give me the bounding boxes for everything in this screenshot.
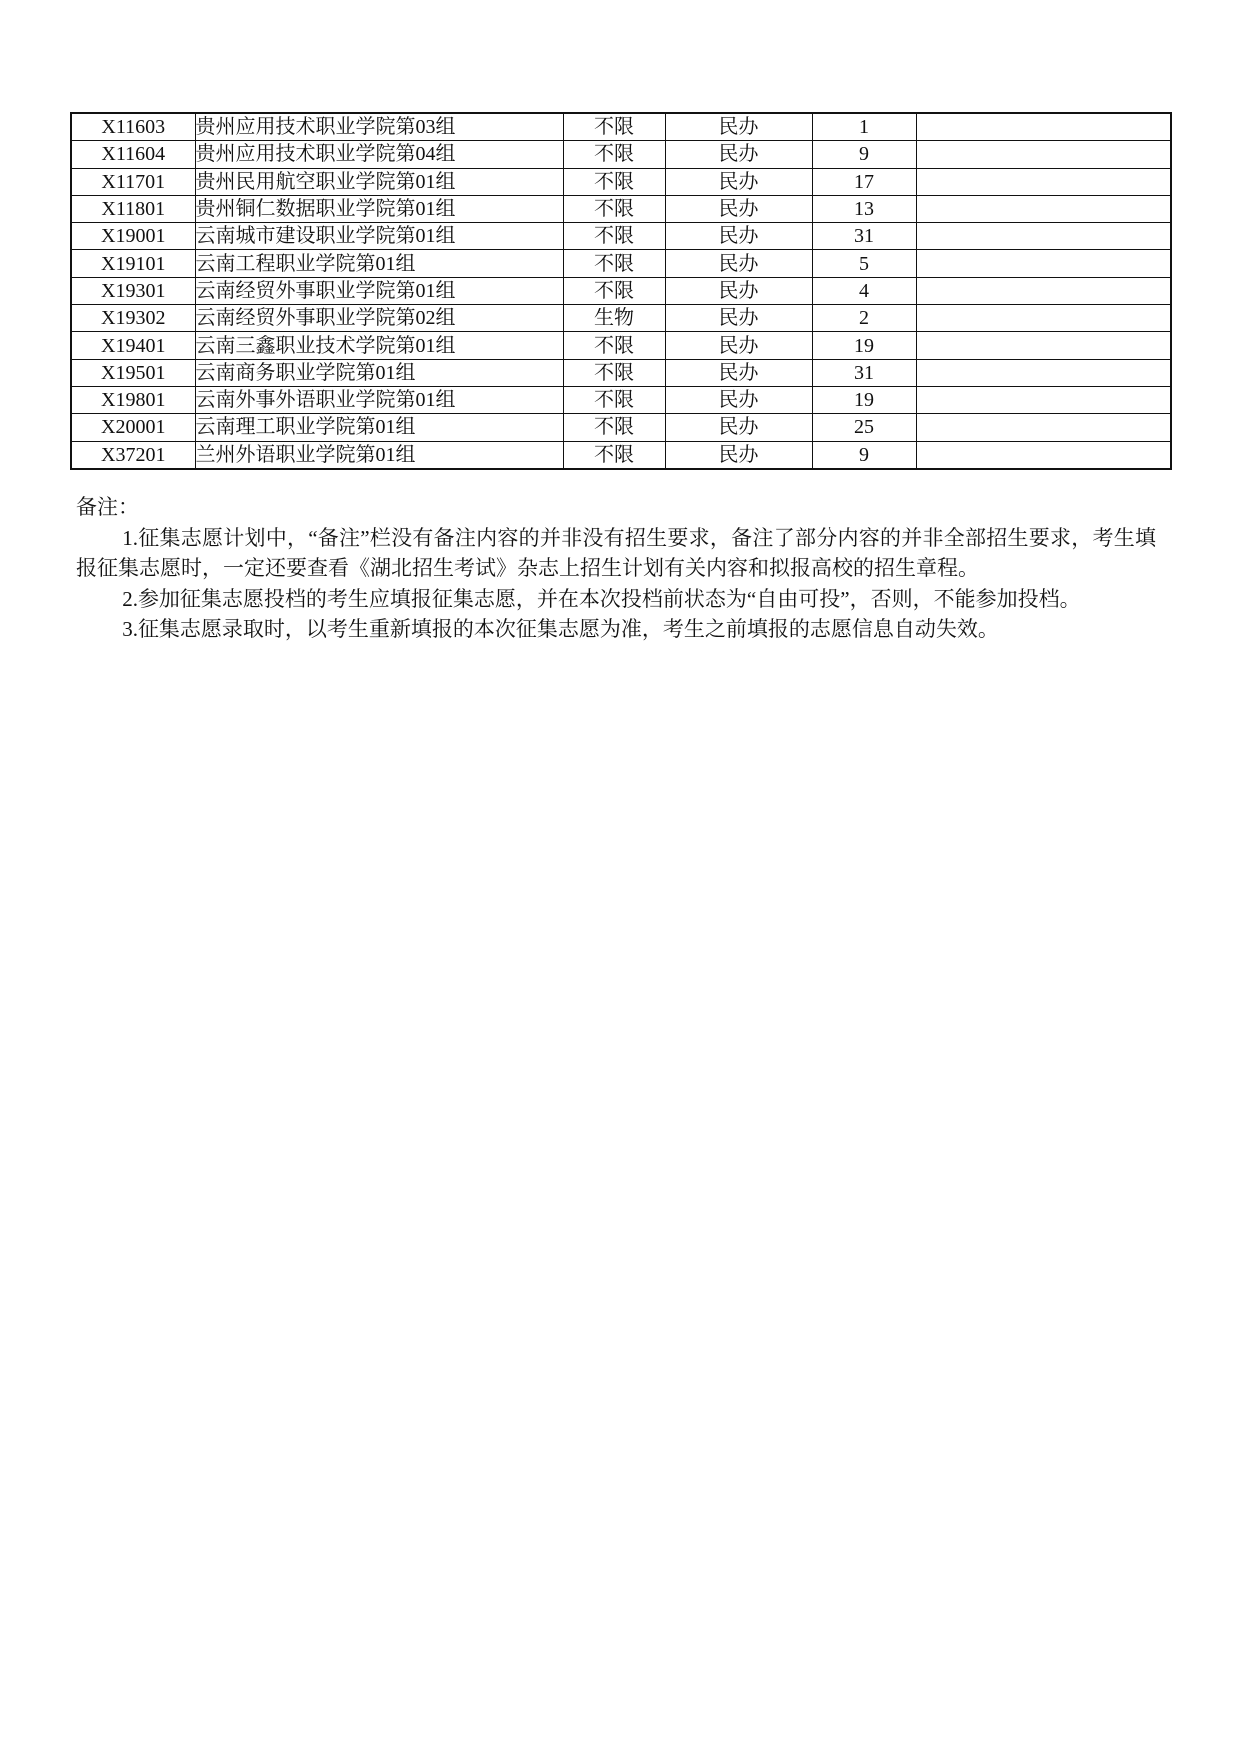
subject-requirement-cell: 不限 <box>563 386 665 413</box>
table-row <box>71 223 1171 250</box>
subject-requirement-cell: 不限 <box>563 441 665 469</box>
remark-cell <box>916 223 1171 250</box>
school-type-cell: 民办 <box>665 386 812 413</box>
school-type-cell: 民办 <box>665 441 812 469</box>
plan-count-cell: 4 <box>812 277 916 304</box>
enrollment-plan-table <box>70 112 1172 470</box>
school-group-name-cell: 云南外事外语职业学院第01组 <box>195 386 563 413</box>
school-type-cell: 民办 <box>665 359 812 386</box>
school-group-name-cell: 兰州外语职业学院第01组 <box>195 441 563 469</box>
plan-count-cell: 2 <box>812 305 916 332</box>
table-row <box>71 250 1171 277</box>
remark-cell <box>916 277 1171 304</box>
subject-requirement-cell: 不限 <box>563 277 665 304</box>
group-code-cell: X11604 <box>71 141 195 168</box>
table-row <box>71 195 1171 222</box>
group-code-cell: X20001 <box>71 414 195 441</box>
school-type-cell: 民办 <box>665 223 812 250</box>
subject-requirement-cell: 不限 <box>563 332 665 359</box>
table-row <box>71 141 1171 168</box>
group-code-cell: X11603 <box>71 113 195 141</box>
group-code-cell: X37201 <box>71 441 195 469</box>
subject-requirement-cell: 不限 <box>563 359 665 386</box>
plan-count-cell: 25 <box>812 414 916 441</box>
group-code-cell: X19301 <box>71 277 195 304</box>
group-code-cell: X19801 <box>71 386 195 413</box>
school-group-name-cell: 云南商务职业学院第01组 <box>195 359 563 386</box>
school-group-name-cell: 贵州应用技术职业学院第04组 <box>195 141 563 168</box>
group-code-cell: X19001 <box>71 223 195 250</box>
subject-requirement-cell: 不限 <box>563 414 665 441</box>
school-type-cell: 民办 <box>665 168 812 195</box>
plan-count-cell: 9 <box>812 441 916 469</box>
table-row <box>71 414 1171 441</box>
remark-cell <box>916 113 1171 141</box>
remark-cell <box>916 250 1171 277</box>
group-code-cell: X19101 <box>71 250 195 277</box>
subject-requirement-cell: 生物 <box>563 305 665 332</box>
group-code-cell: X11801 <box>71 195 195 222</box>
remark-cell <box>916 168 1171 195</box>
school-type-cell: 民办 <box>665 195 812 222</box>
subject-requirement-cell: 不限 <box>563 195 665 222</box>
table-row <box>71 441 1171 469</box>
plan-count-cell: 31 <box>812 223 916 250</box>
enrollment-plan-table-wrapper <box>70 112 1170 470</box>
school-group-name-cell: 云南城市建设职业学院第01组 <box>195 223 563 250</box>
group-code-cell: X19302 <box>71 305 195 332</box>
subject-requirement-cell: 不限 <box>563 113 665 141</box>
plan-count-cell: 17 <box>812 168 916 195</box>
school-group-name-cell: 贵州铜仁数据职业学院第01组 <box>195 195 563 222</box>
school-type-cell: 民办 <box>665 305 812 332</box>
subject-requirement-cell: 不限 <box>563 168 665 195</box>
school-group-name-cell: 贵州民用航空职业学院第01组 <box>195 168 563 195</box>
school-group-name-cell: 云南三鑫职业技术学院第01组 <box>195 332 563 359</box>
school-group-name-cell: 云南理工职业学院第01组 <box>195 414 563 441</box>
school-type-cell: 民办 <box>665 250 812 277</box>
subject-requirement-cell: 不限 <box>563 141 665 168</box>
school-type-cell: 民办 <box>665 277 812 304</box>
note-item-2: 2.参加征集志愿投档的考生应填报征集志愿，并在本次投档前状态为“自由可投”，否则，不能参加投档。 <box>122 586 1081 611</box>
group-code-cell: X11701 <box>71 168 195 195</box>
school-group-name-cell: 贵州应用技术职业学院第03组 <box>195 113 563 141</box>
remark-cell <box>916 441 1171 469</box>
remark-cell <box>916 305 1171 332</box>
school-type-cell: 民办 <box>665 113 812 141</box>
school-type-cell: 民办 <box>665 332 812 359</box>
remark-cell <box>916 359 1171 386</box>
remark-cell <box>916 141 1171 168</box>
plan-count-cell: 19 <box>812 386 916 413</box>
note-item-3: 3.征集志愿录取时，以考生重新填报的本次征集志愿为准，考生之前填报的志愿信息自动失效。 <box>122 617 999 642</box>
notes-section <box>76 492 1156 645</box>
table-row <box>71 277 1171 304</box>
school-group-name-cell: 云南经贸外事职业学院第02组 <box>195 305 563 332</box>
table-row <box>71 386 1171 413</box>
table-row <box>71 359 1171 386</box>
table-row <box>71 113 1171 141</box>
group-code-cell: X19401 <box>71 332 195 359</box>
plan-count-cell: 5 <box>812 250 916 277</box>
table-row <box>71 305 1171 332</box>
table-row <box>71 332 1171 359</box>
plan-count-cell: 9 <box>812 141 916 168</box>
remark-cell <box>916 386 1171 413</box>
notes-title: 备注： <box>76 495 139 519</box>
remark-cell <box>916 414 1171 441</box>
remark-cell <box>916 332 1171 359</box>
subject-requirement-cell: 不限 <box>563 250 665 277</box>
school-group-name-cell: 云南经贸外事职业学院第01组 <box>195 277 563 304</box>
plan-count-cell: 19 <box>812 332 916 359</box>
subject-requirement-cell: 不限 <box>563 223 665 250</box>
remark-cell <box>916 195 1171 222</box>
group-code-cell: X19501 <box>71 359 195 386</box>
school-group-name-cell: 云南工程职业学院第01组 <box>195 250 563 277</box>
plan-count-cell: 1 <box>812 113 916 141</box>
school-type-cell: 民办 <box>665 141 812 168</box>
plan-count-cell: 13 <box>812 195 916 222</box>
note-item-1: 1.征集志愿计划中，“备注”栏没有备注内容的并非没有招生要求，备注了部分内容的并非全部招生要求，考生填报征集志愿时，一定还要查看《湖北招生考试》杂志上招生计划有关内容和拟报高校的招生章程。 <box>76 525 1156 581</box>
school-type-cell: 民办 <box>665 414 812 441</box>
plan-count-cell: 31 <box>812 359 916 386</box>
table-row <box>71 168 1171 195</box>
